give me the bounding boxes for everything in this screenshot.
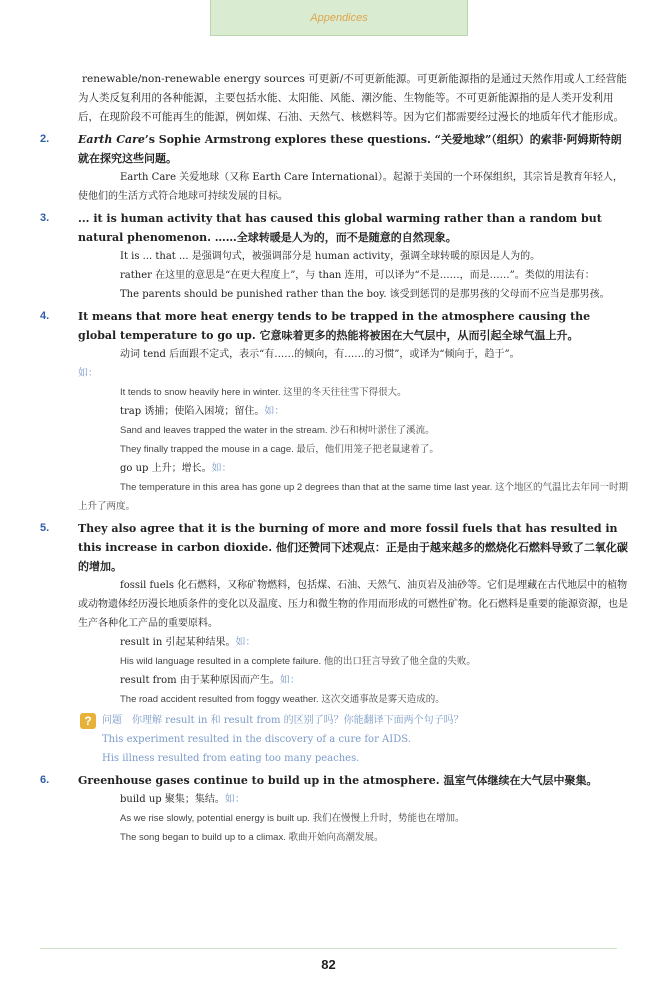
item-note: rather 在这里的意思是“在更大程度上”，与 than 连用，可以译为“不是……，而是……”。类似的用法有： [120,270,595,281]
item-heading: It means that more heat energy tends to be trapped in the atmosphere causing the global temperature to go up. 它意味着更多的热能将被困在大气层中，从而引起全球气温上升。 [78,310,591,342]
page-header-tab [210,0,468,36]
item-heading: Greenhouse gases continue to build up in the atmosphere. 温室气体继续在大气层中聚集。 [78,774,598,787]
word-note: result in 引起某种结果。如： [120,637,256,648]
example-sentence: The road accident resulted from foggy weather. 这次交通事故是雾天造成的。 [120,694,445,705]
word-note: go up 上升；增长。如： [120,463,232,474]
example-sentence: They finally trapped the mouse in a cage. 最后，他们用笼子把老鼠逮着了。 [120,444,439,455]
question-text: 问题 你理解 result in 和 result from 的区别了吗？你能翻译下面两个句子吗？ [102,715,464,726]
item-heading: They also agree that it is the burning of more and more fossil fuels that has resulted in this increase in carbon dioxide. 他们还赞同下述观点：正是由于越来越多的燃烧化石燃料导致了二氧化碳的增加。 [78,522,628,573]
word-note: result from 由于某种原因而产生。如： [120,675,300,686]
example-sentence: The temperature in this area has gone up 2 degrees than that at the same time last year. 这个地区的气温比去年同一时期上升了两度。 [78,482,628,512]
item-heading: Earth Care’s Sophie Armstrong explores these questions. “关爱地球”（组织）的索菲·阿姆斯特朗就在探究这些问题。 [78,133,622,165]
item-number: 5. [40,522,50,534]
item-number: 2. [40,133,50,145]
note-item-3 [40,209,630,304]
item-number: 6. [40,774,50,786]
item-note: 动词 tend 后面跟不定式，表示“有……的倾向，有……的习惯”，或译为“倾向于，趋于”。 [120,349,520,360]
example-marker: 如： [78,368,98,379]
question-mark-icon: ? [80,713,96,729]
example-sentence: The parents should be punished rather than the boy. 该受到惩罚的是那男孩的父母而不应当是那男孩。 [120,289,610,300]
page-number: 82 [321,957,336,972]
question-sentence: This experiment resulted in the discovery of a cure for AIDS. [102,734,411,745]
note-item-2 [40,130,630,206]
example-sentence: The song began to build up to a climax. 歌曲开始向高潮发展。 [120,832,384,843]
footer-divider [40,948,617,949]
page-content [40,70,630,847]
item-note: Earth Care 关爱地球（又称 Earth Care International）。起源于美国的一个环保组织，其宗旨是教育年轻人，使他们的生活方式符合地球可持续发展的目标。 [78,172,623,202]
item-note: It is ... that ... 是强调句式，被强调部分是 human activity，强调全球转暖的原因是人为的。 [120,251,541,262]
note-item-5 [40,519,630,709]
word-note: build up 聚集；集结。如： [120,794,245,805]
example-sentence: As we rise slowly, potential energy is built up. 我们在慢慢上升时，势能也在增加。 [120,813,465,824]
word-note: trap 诱捕；使陷入困境；留住。如： [120,406,285,417]
example-sentence: His wild language resulted in a complete failure. 他的出口狂言导致了他全盘的失败。 [120,656,476,667]
item-number: 4. [40,310,50,322]
heading-em: Earth Care [78,133,145,146]
item-number: 3. [40,212,50,224]
question-sentence: His illness resulted from eating too many peaches. [102,753,360,764]
example-sentence: It tends to snow heavily here in winter. 这里的冬天往往雪下得很大。 [120,387,407,398]
note-item-6 [40,771,630,847]
item-heading: ... it is human activity that has caused this global warming rather than a random but natural phenomenon. ……全球转暖是人为的，而不是随意的自然现象。 [78,212,602,244]
intro-paragraph: renewable/non-renewable energy sources 可更新/不可更新能源。可更新能源指的是通过天然作用或人工经营能为人类反复利用的各种能源，主要包括水能、太阳能、风能、潮汐能、生物能等。不可更新能源指的是人类开发利用后，在现阶段不可能再生的能源，例如煤、石油、天然气、核燃料等。因为它们都需要经过漫长的地质年代才能形成。 [78,73,627,123]
item-note: fossil fuels 化石燃料，又称矿物燃料，包括煤、石油、天然气、油页岩及油砂等。它们是埋藏在古代地层中的植物或动物遗体经历漫长地质条件的变化以及温度、压力和微生物的作用而形成的可燃性矿物。化石燃料是重要的能源资源，也是生产各种化工产品的重要原料。 [78,580,628,629]
question-box [40,711,630,730]
header-title: Appendices [310,12,368,24]
note-item-4 [40,307,630,516]
example-sentence: Sand and leaves trapped the water in the stream. 沙石和树叶淤住了溪流。 [120,425,435,436]
